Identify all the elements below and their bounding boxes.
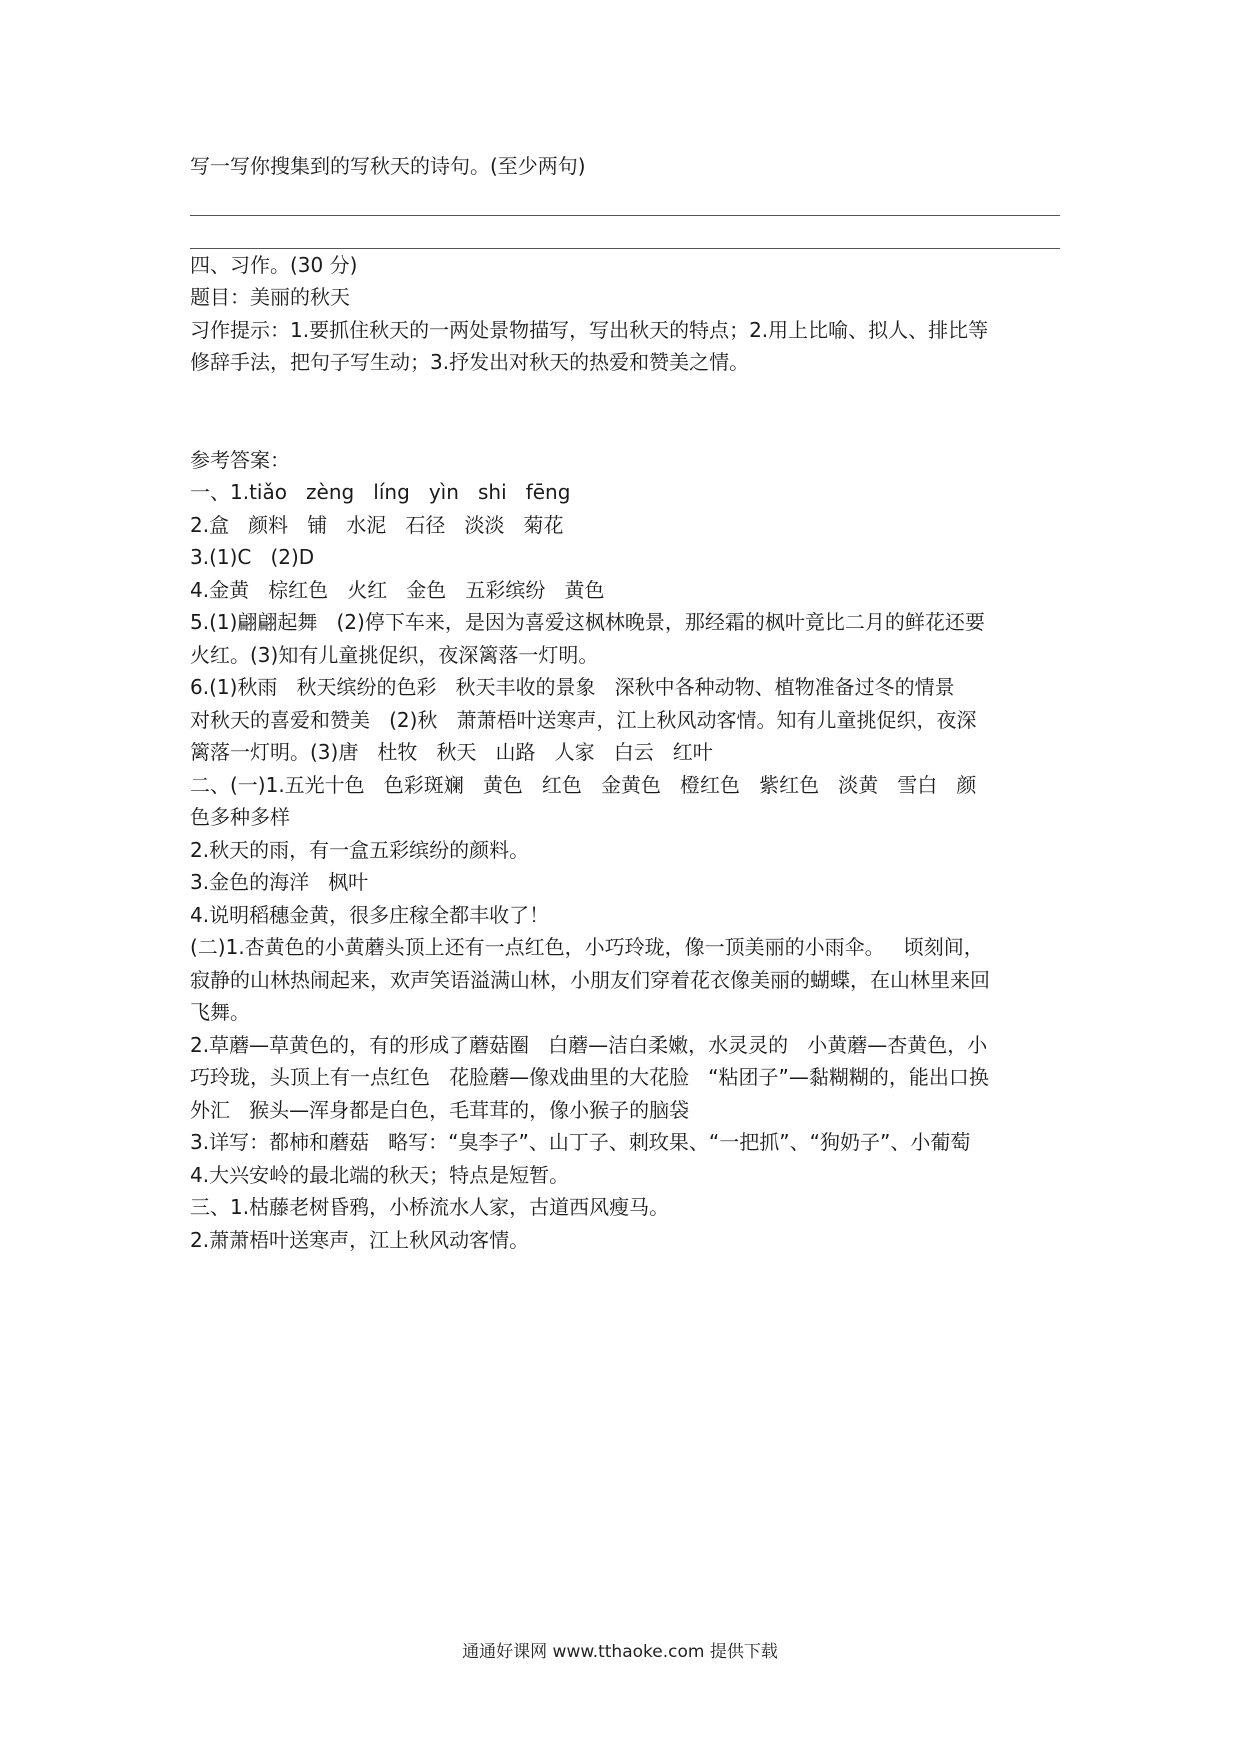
- answer-line: 色多种多样: [190, 805, 290, 829]
- composition-title: 题目：美丽的秋天: [190, 285, 350, 309]
- answer-line: 2.萧萧梧叶送寒声，江上秋风动客情。: [190, 1227, 530, 1252]
- page-footer: 通通好课网 www.tthaoke.com 提供下载: [462, 1642, 778, 1662]
- answer-line: 一、1.tiǎo zèng líng yìn shi fēng: [190, 480, 571, 504]
- answer-line: 4.说明稻穗金黄，很多庄稼全都丰收了！: [190, 902, 550, 927]
- composition-hint-1: 习作提示：1.要抓住秋天的一两处景物描写，写出秋天的特点；2.用上比喻、拟人、排比等: [190, 317, 989, 342]
- question-tail: 写一写你搜集到的写秋天的诗句。(至少两句): [190, 154, 586, 178]
- answer-line: 寂静的山林热闹起来，欢声笑语溢满山林，小朋友们穿着花衣像美丽的蝴蝶，在山林里来回: [190, 967, 990, 992]
- answer-blank-line-1: [190, 183, 1060, 216]
- composition-hint-2: 修辞手法，把句子写生动；3.抒发出对秋天的热爱和赞美之情。: [190, 350, 750, 374]
- answer-line: 三、1.枯藤老树昏鸦，小桥流水人家，古道西风瘦马。: [190, 1195, 670, 1219]
- answer-line: 3.金色的海洋 枫叶: [190, 870, 369, 894]
- answers-heading: 参考答案：: [190, 447, 290, 472]
- answer-line: 外汇 猴头—浑身都是白色，毛茸茸的，像小猴子的脑袋: [190, 1097, 690, 1122]
- section4-heading: 四、习作。(30 分): [190, 252, 358, 277]
- answer-line: 对秋天的喜爱和赞美 (2)秋 萧萧梧叶送寒声，江上秋风动客情。知有儿童挑促织，夜深: [190, 707, 977, 732]
- answer-line: 2.盒 颜料 铺 水泥 石径 淡淡 菊花: [190, 512, 564, 537]
- document-content: [190, 150, 1060, 1256]
- answer-line: 篱落一灯明。(3)唐 杜牧 秋天 山路 人家 白云 红叶: [190, 740, 713, 764]
- answer-line: 3.详写：都柿和蘑菇 略写：“臭李子”、山丁子、刺玫果、“一把抓”、“狗奶子”、小葡萄: [190, 1130, 971, 1154]
- answer-line: 飞舞。: [190, 1000, 250, 1024]
- answer-line: 5.(1)翩翩起舞 (2)停下车来，是因为喜爱这枫林晚景，那经霜的枫叶竟比二月的鲜花还要: [190, 610, 985, 634]
- answer-line: 2.草蘑—草黄色的，有的形成了蘑菇圈 白蘑—洁白柔嫩，水灵灵的 小黄蘑—杏黄色，小: [190, 1032, 988, 1057]
- answer-blank-line-2: [190, 216, 1060, 249]
- answer-line: 巧玲珑，头顶上有一点红色 花脸蘑—像戏曲里的大花脸 “粘团子”—黏糊糊的，能出口换: [190, 1065, 989, 1089]
- answer-line: (二)1.杏黄色的小黄蘑头顶上还有一点红色，小巧玲珑，像一顶美丽的小雨伞。 顷刻间，: [190, 935, 984, 959]
- answer-line: 3.(1)C (2)D: [190, 545, 315, 569]
- answer-line: 6.(1)秋雨 秋天缤纷的色彩 秋天丰收的景象 深秋中各种动物、植物准备过冬的情景: [190, 675, 955, 699]
- answer-line: 4.金黄 棕红色 火红 金色 五彩缤纷 黄色: [190, 577, 605, 602]
- answer-line: 4.大兴安岭的最北端的秋天；特点是短暂。: [190, 1162, 570, 1187]
- answer-line: 二、(一)1.五光十色 色彩斑斓 黄色 红色 金黄色 橙红色 紫红色 淡黄 雪白 颜: [190, 772, 977, 797]
- answer-line: 2.秋天的雨，有一盒五彩缤纷的颜料。: [190, 837, 530, 862]
- answer-line: 火红。(3)知有儿童挑促织，夜深篱落一灯明。: [190, 642, 599, 667]
